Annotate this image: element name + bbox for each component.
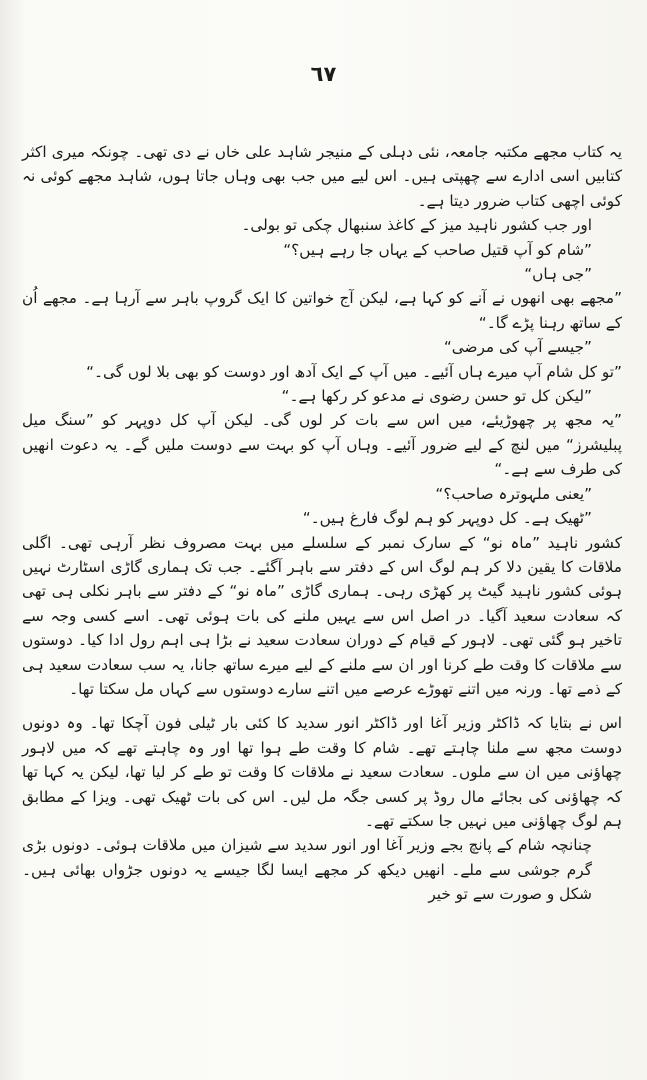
paragraph: ”یعنی ملہوترہ صاحب؟“ xyxy=(435,484,592,503)
paragraph: ”تو کل شام آپ میرے ہاں آئیے۔ میں آپ کے ایک آدھ اور دوست کو بھی بلا لوں گی۔“ xyxy=(86,362,622,381)
page-text xyxy=(22,140,622,907)
paragraph: ”جی ہاں“ xyxy=(524,265,592,284)
paragraph: یہ کتاب مجھے مکتبہ جامعہ، نئی دہلی کے منیجر شاہد علی خاں نے دی تھی۔ چونکہ میری اکثر کتابیں اسی ادارے سے چھپتی ہیں۔ اس لیے میں جب بھی وہاں جاتا ہوں، شاہد مجھے کوئی نہ کوئی اچھی کتاب ضرور دیتا ہے۔ xyxy=(22,143,622,210)
paragraph: اس نے بتایا کہ ڈاکٹر وزیر آغا اور ڈاکٹر انور سدید کا کئی بار ٹیلی فون آچکا تھا۔ وہ دونوں دوست مجھ سے ملنا چاہتے تھے۔ شام کا وقت طے ہوا تھا اور وہ چاہتے تھے کہ میں لاہور چھاؤنی میں ان سے ملوں۔ سعادت سعید نے ملاقات کا وقت تو طے کر لیا تھا، لیکن یہ کہا تھا کہ چھاؤنی کی بجائے مال روڈ پر کسی جگہ مل لیں۔ اس کی بات ٹھیک تھی۔ ویزا کے مطابق ہم لوگ چھاؤنی میں نہیں جا سکتے تھے۔ xyxy=(22,714,622,830)
paragraph: ”شام کو آپ قتیل صاحب کے یہاں جا رہے ہیں؟“ xyxy=(283,240,592,259)
paragraph: ”ٹھیک ہے۔ کل دوپہر کو ہم لوگ فارغ ہیں۔“ xyxy=(302,509,592,528)
page-number: ٦٧ xyxy=(310,62,337,86)
paragraph: ”مجھے بھی انھوں نے آنے کو کہا ہے، لیکن آج خواتین کا ایک گروپ باہر سے آرہا ہے۔ مجھے اُن کے ساتھ رہنا پڑے گا۔“ xyxy=(22,289,622,332)
paragraph: اور جب کشور ناہید میز کے کاغذ سنبھال چکی تو بولی۔ xyxy=(241,216,592,235)
paragraph: ”جیسے آپ کی مرضی“ xyxy=(443,338,592,357)
paragraph: چنانچہ شام کے پانچ بجے وزیر آغا اور انور سدید سے شیزان میں ملاقات ہوئی۔ دونوں بڑی گرم جوشی سے ملے۔ انھیں دیکھ کر مجھے ایسا لگا جیسے یہ دونوں جڑواں بھائی ہیں۔ شکل و صورت سے تو خیر xyxy=(22,836,592,904)
paragraph: ”لیکن کل تو حسن رضوی نے مدعو کر رکھا ہے۔“ xyxy=(281,387,592,406)
paragraph: ”یہ مجھ پر چھوڑیئے، میں اس سے بات کر لوں گی۔ لیکن آپ کل دوپہر کو ”سنگ میل پبلیشرز“ میں لنچ کے لیے ضرور آئیے۔ وہاں آپ کو بہت سے دوست ملیں گے۔ یہ دعوت انھیں کی طرف سے ہے۔“ xyxy=(22,411,622,479)
paragraph: کشور ناہید ”ماہ نو“ کے سارک نمبر کے سلسلے میں بہت مصروف نظر آرہی تھی۔ اگلی ملاقات کا یقین دلا کر ہم لوگ اس کے دفتر سے باہر آگئے۔ جب تک ہماری گاڑی اسٹارٹ نہیں ہوئی کشور ناہید گیٹ پر کھڑی رہی۔ ہماری گاڑی ”ماہ نو“ کے دفتر سے باہر نکلی ہی تھی کہ سعادت سعید آگیا۔ در اصل اس سے یہیں ملنے کی بات ہوئی تھی۔ اسے کسی وجہ سے تاخیر ہو گئی تھی۔ لاہور کے قیام کے دوران سعادت سعید نے بڑا ہی اہم رول ادا کیا۔ دوستوں سے ملاقات کا وقت طے کرنا اور ان سے ملنے کے لیے میرے ساتھ جانا، یہ سب سعادت سعید ہی کے ذمے تھا۔ ورنہ میں اتنے تھوڑے عرصے میں اتنے سارے دوستوں سے کہاں مل سکتا تھا۔ xyxy=(22,533,622,698)
